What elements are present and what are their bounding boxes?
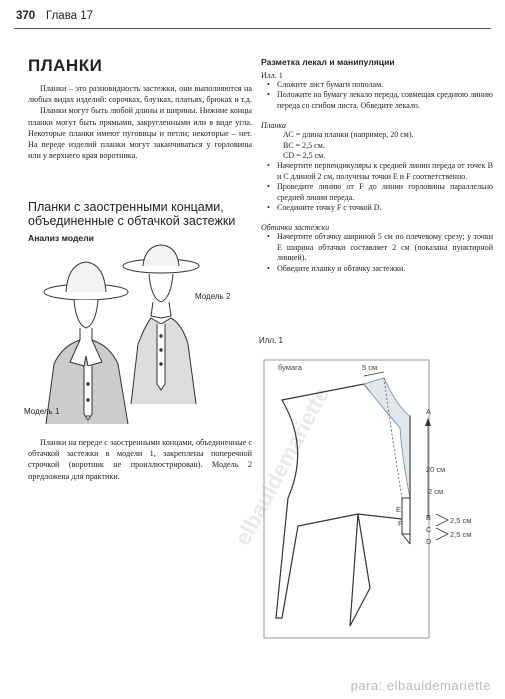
facing-subtitle: Обтачки застежки: [261, 223, 330, 233]
model-1-figure: [44, 262, 128, 424]
point-c-label: C: [426, 525, 432, 534]
chapter-title: Глава 17: [46, 10, 94, 22]
brace-top-icon: [436, 514, 448, 526]
diagram-ill-label: Илл. 1: [259, 336, 283, 345]
model-1-label: Модель 1: [24, 407, 60, 416]
watermark-text: elbauldemariette: [229, 383, 334, 550]
ill-1-ref: Илл. 1: [261, 71, 283, 80]
dim-5cm-label: 5 см: [362, 363, 378, 372]
intro-paragraph-1: Планки – это разновидность застежки, они выполняются на любых видах изделий: сорочках, блузках, платьях, брюках и т.д.: [28, 84, 252, 105]
pattern-diagram: [229, 348, 492, 658]
formula-ac: АС = длина планки (например, 20 см).: [283, 130, 414, 140]
list-item: • Обведите планку и обтачку застежки.: [277, 264, 493, 274]
facing-shape: [364, 378, 410, 498]
right-column: [261, 71, 493, 274]
steps-list-1: [261, 80, 493, 111]
plank-point-line: [402, 534, 410, 544]
steps-list-2: [261, 161, 493, 213]
plank-strip: [402, 498, 410, 534]
right-heading: Разметка лекал и манипуляции: [261, 57, 395, 67]
point-a-label: A: [426, 407, 432, 416]
section-heading: Планки с заостренными концами, объединенные с обтачкой застежки: [28, 200, 236, 228]
list-item: • Положите на бумагу лекало переда, совмещая среднюю линию переда со сгибом листа. Обведите лекало.: [277, 90, 493, 111]
list-item: • Соедините точку F с точкой D.: [277, 203, 493, 213]
dim-25cm-a-label: 2,5 см: [450, 516, 472, 525]
model-2-figure: [123, 245, 199, 404]
list-item: • Начертите перпендикуляры к средней линии переда от точек В и С длиной 2 см, получены точки Е и F соответственно.: [277, 161, 493, 182]
list-item: • Проведите линию от F до линии горловины параллельно средней линии переда.: [277, 182, 493, 203]
arrow-up-icon: [425, 418, 431, 426]
dim-2cm-label: 2 см: [428, 487, 444, 496]
point-e-label: E: [396, 505, 402, 514]
header-rule: [14, 28, 491, 29]
point-b-label: B: [426, 513, 432, 522]
model-text: [28, 437, 252, 482]
dim-20cm-label: 20 см: [426, 465, 446, 474]
brace-bottom-icon: [436, 528, 448, 540]
list-item: • Сложите лист бумаги пополам.: [277, 80, 493, 90]
intro-paragraph-2: Планки могут быть любой длины и ширины. Нижние концы планки могут быть прямыми, закругленными или в виде угла. Некоторые планки имеют пуговицы и петли; некоторые – нет. На переде изделий планки могут заканчиваться у горловины или у верхнего края воротника.: [28, 106, 252, 161]
point-f-label: F: [398, 519, 403, 528]
paper-label: бумага: [278, 363, 302, 372]
point-d-label: D: [426, 537, 432, 546]
intro-text: [28, 83, 252, 161]
formula-cd: CD = 2,5 см.: [283, 151, 326, 161]
dim-5cm-line: [364, 372, 384, 376]
formula-bc: ВС = 2,5 см.: [283, 140, 325, 150]
model-paragraph: Планки на переде с заостренными концами, объединенные с обтачкой застежки в модели 1, закреплены поперечной строчкой (воротник не проиллюстрирован). Модель 2 предложена для практики.: [28, 438, 252, 481]
model-illustration: [36, 244, 246, 424]
page-number: 370: [16, 10, 36, 22]
plank-subtitle: Планка: [261, 121, 286, 131]
model-analysis-heading: Анализ модели: [28, 233, 94, 243]
list-item: • Начертите обтачку шириной 5 см по плечевому срезу; у точки E ширина обтачки составляет 2 см (показана пунктирной линией).: [277, 232, 493, 263]
dim-25cm-b-label: 2,5 см: [450, 530, 472, 539]
model-2-label: Модель 2: [195, 292, 231, 301]
steps-list-3: [261, 232, 493, 274]
footer-credit: para: elbauldemariette: [350, 678, 491, 693]
page-title: ПЛАНКИ: [28, 56, 103, 75]
